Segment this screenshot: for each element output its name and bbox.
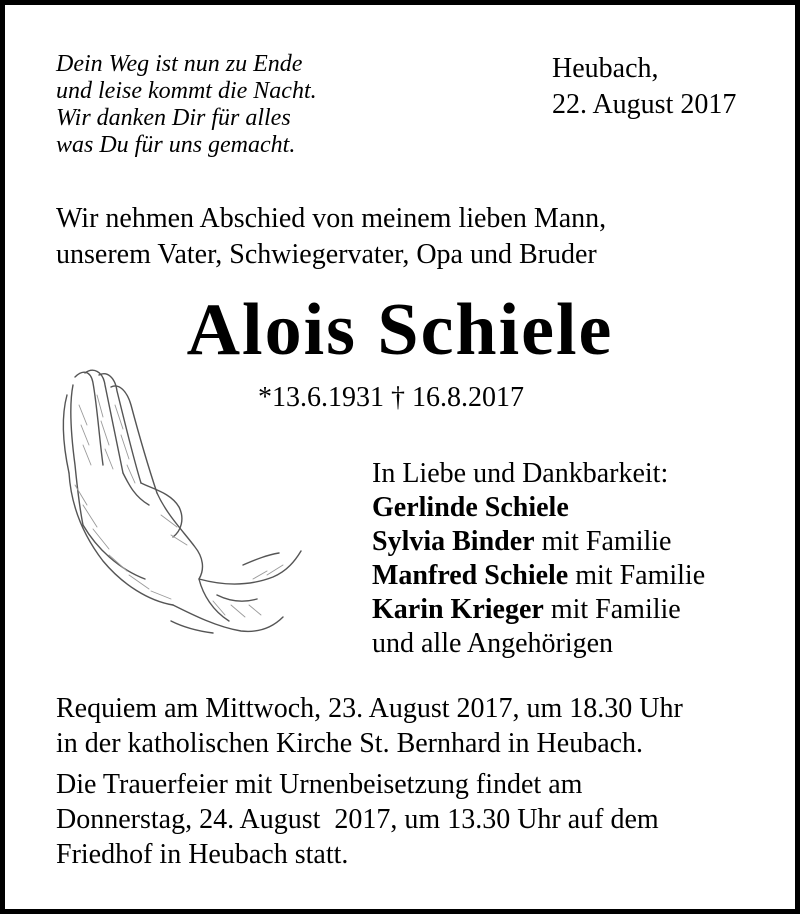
- life-dates: *13.6.1931 † 16.8.2017: [258, 382, 524, 413]
- funeral-ceremony-info: [56, 767, 659, 872]
- praying-hands-icon: [53, 365, 305, 637]
- verse-line: was Du für uns gemacht.: [56, 132, 296, 158]
- verse-line: Wir danken Dir für alles: [56, 105, 291, 131]
- signoff-block: [372, 457, 705, 661]
- signoff-heading: In Liebe und Dankbarkeit:: [372, 458, 669, 489]
- ceremony-line: Donnerstag, 24. August 2017, um 13.30 Uhr auf dem: [56, 804, 659, 835]
- mourner-name: Gerlinde Schiele: [372, 492, 569, 523]
- place-and-date: [552, 51, 736, 123]
- ceremony-line: Die Trauerfeier mit Urnenbeisetzung findet am: [56, 769, 583, 800]
- mourner-entry: [372, 559, 705, 593]
- intro-line: unserem Vater, Schwiegervater, Opa und Bruder: [56, 239, 597, 270]
- verse-line: Dein Weg ist nun zu Ende: [56, 51, 303, 77]
- ceremony-line: Friedhof in Heubach statt.: [56, 839, 349, 870]
- requiem-info: [56, 691, 683, 761]
- farewell-intro: [56, 201, 606, 273]
- intro-line: Wir nehmen Abschied von meinem lieben Mann,: [56, 203, 607, 234]
- mourner-suffix: mit Familie: [534, 526, 672, 557]
- mourner-name: Sylvia Binder: [372, 526, 535, 557]
- requiem-line: in der katholischen Kirche St. Bernhard in Heubach.: [56, 728, 644, 759]
- mourner-entry: [372, 593, 705, 627]
- place: Heubach,: [552, 53, 659, 84]
- mourner-name: Karin Krieger: [372, 594, 544, 625]
- requiem-line: Requiem am Mittwoch, 23. August 2017, um 18.30 Uhr: [56, 693, 683, 724]
- mourner-entry: [372, 491, 705, 525]
- mourner-entry: [372, 525, 705, 559]
- mourner-name: Manfred Schiele: [372, 560, 569, 591]
- signoff-closing: und alle Angehörigen: [372, 628, 614, 659]
- mourner-suffix: mit Familie: [568, 560, 706, 591]
- mourner-suffix: mit Familie: [543, 594, 681, 625]
- memorial-verse: [56, 51, 317, 159]
- notice-date: 22. August 2017: [552, 89, 737, 120]
- deceased-name: Alois Schiele: [186, 289, 614, 371]
- verse-line: und leise kommt die Nacht.: [56, 78, 317, 104]
